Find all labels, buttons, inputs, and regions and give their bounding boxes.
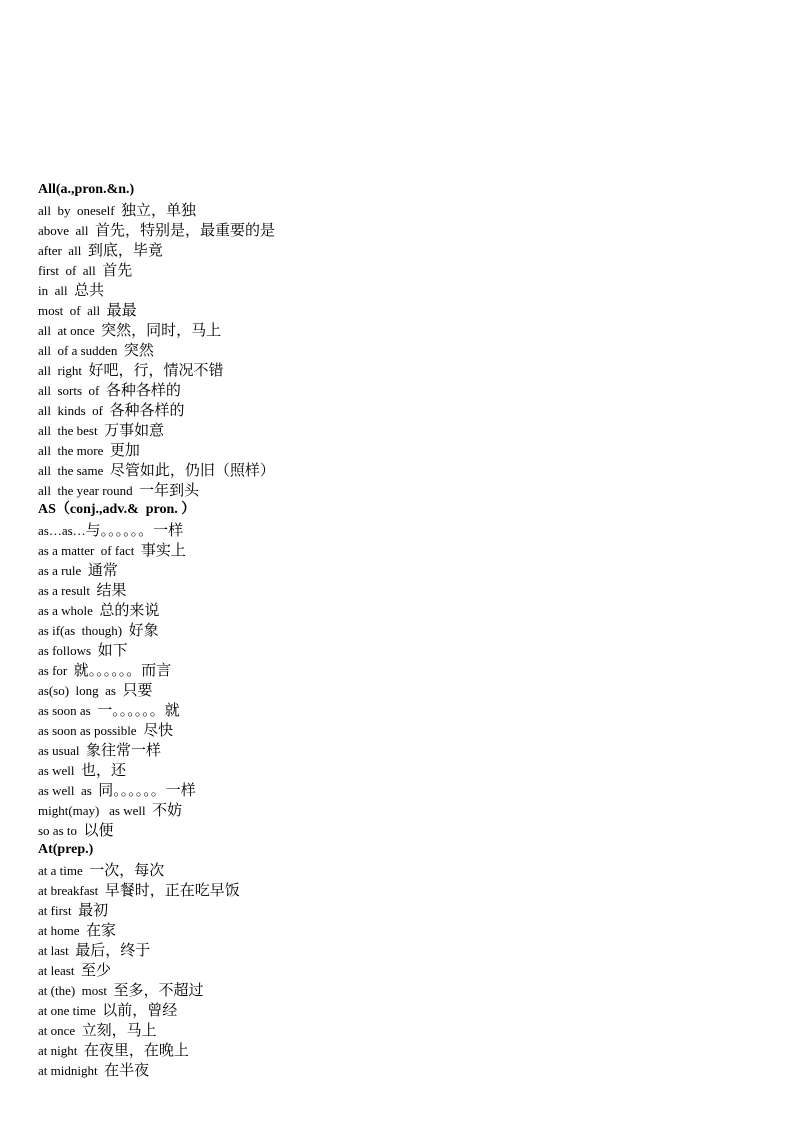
entry-phrase: all by oneself xyxy=(38,203,122,218)
entry xyxy=(38,960,758,980)
entry xyxy=(38,860,758,880)
entry-meaning: 最最 xyxy=(106,301,137,319)
entry-meaning: 各种各样的 xyxy=(109,401,185,419)
entry xyxy=(38,800,758,820)
entry-meaning: 在夜里，在晚上 xyxy=(83,1041,189,1059)
entry-phrase: at night xyxy=(38,1043,84,1058)
entry-phrase: all kinds of xyxy=(38,403,110,418)
entry xyxy=(38,1000,758,1020)
document-body xyxy=(38,180,758,1080)
entry xyxy=(38,520,758,540)
entry xyxy=(38,320,758,340)
entry xyxy=(38,400,758,420)
entry-phrase: in all xyxy=(38,283,75,298)
entry xyxy=(38,920,758,940)
entry xyxy=(38,580,758,600)
entry-phrase: as a whole xyxy=(38,603,100,618)
entry-meaning: 同。。。。。。一样 xyxy=(98,781,196,799)
entry-phrase: as well as xyxy=(38,783,99,798)
entry xyxy=(38,460,758,480)
entry-meaning: 总的来说 xyxy=(99,601,160,619)
entry-meaning: 一次，每次 xyxy=(89,861,165,879)
entry xyxy=(38,240,758,260)
entry xyxy=(38,940,758,960)
entry xyxy=(38,560,758,580)
entry-meaning: 最后，终于 xyxy=(75,941,151,959)
entry xyxy=(38,700,758,720)
entry-meaning: 只要 xyxy=(122,681,153,699)
entry-meaning: 如下 xyxy=(97,641,128,659)
entry xyxy=(38,440,758,460)
entry-phrase: as(so) long as xyxy=(38,683,123,698)
entry-phrase: all the more xyxy=(38,443,110,458)
entry xyxy=(38,620,758,640)
entry-phrase: at first xyxy=(38,903,79,918)
entry-phrase: as a result xyxy=(38,583,97,598)
entry xyxy=(38,760,758,780)
entry-meaning: 以前，曾经 xyxy=(102,1001,178,1019)
entry-meaning: 独立，单独 xyxy=(121,201,197,219)
entry-meaning: 以便 xyxy=(83,821,114,839)
section-heading-all: All(a.,pron.&n.) xyxy=(38,182,135,197)
entry-phrase: as for xyxy=(38,663,74,678)
entry xyxy=(38,340,758,360)
entry-meaning: 至少 xyxy=(80,961,111,979)
entry xyxy=(38,200,758,220)
entry-phrase: as if(as though) xyxy=(38,623,129,638)
entry-phrase: as soon as possible xyxy=(38,723,144,738)
entry xyxy=(38,740,758,760)
entry xyxy=(38,300,758,320)
entry-meaning: 至多，不超过 xyxy=(113,981,204,999)
entry-phrase: all right xyxy=(38,363,89,378)
entry-phrase: at (the) most xyxy=(38,983,114,998)
entry xyxy=(38,420,758,440)
entry-meaning: 万事如意 xyxy=(104,421,165,439)
entry-phrase: at breakfast xyxy=(38,883,105,898)
entry-meaning: 突然 xyxy=(123,341,154,359)
entry xyxy=(38,600,758,620)
entry-phrase: at midnight xyxy=(38,1063,105,1078)
entry-meaning: 在家 xyxy=(86,921,117,939)
entry-meaning: 首先，特别是，最重要的是 xyxy=(95,221,276,239)
entry-phrase: as a rule xyxy=(38,563,88,578)
entry-meaning: 与。。。。。。一样 xyxy=(85,521,184,539)
entry xyxy=(38,680,758,700)
entry xyxy=(38,540,758,560)
entry xyxy=(38,900,758,920)
entry-phrase: at least xyxy=(38,963,81,978)
entry-meaning: 更加 xyxy=(109,441,140,459)
entry-meaning: 在半夜 xyxy=(104,1061,150,1079)
entry-meaning: 事实上 xyxy=(140,541,186,559)
entry-meaning: 最初 xyxy=(78,901,109,919)
entry xyxy=(38,660,758,680)
entry xyxy=(38,880,758,900)
entry-phrase: all the best xyxy=(38,423,105,438)
entry-phrase: at a time xyxy=(38,863,90,878)
entry-meaning: 突然，同时，马上 xyxy=(101,321,222,339)
entry-meaning: 好象 xyxy=(128,621,159,639)
entry-phrase: as well xyxy=(38,763,81,778)
entry-meaning: 一。。。。。。就 xyxy=(97,701,180,719)
section-heading-as: AS（conj.,adv.& pron. ） xyxy=(38,502,196,517)
entry-meaning: 尽管如此，仍旧（照样） xyxy=(109,461,275,479)
entry-meaning: 通常 xyxy=(87,561,118,579)
entry-phrase: all of a sudden xyxy=(38,343,124,358)
entry-phrase: at home xyxy=(38,923,87,938)
entry-meaning: 象往常一样 xyxy=(86,741,162,759)
entry xyxy=(38,980,758,1000)
entry-meaning: 一年到头 xyxy=(139,481,200,499)
entry xyxy=(38,480,758,500)
entry-phrase: all at once xyxy=(38,323,102,338)
entry-phrase: as usual xyxy=(38,743,87,758)
section-heading-at: At(prep.) xyxy=(38,842,94,857)
entry-phrase: first of all xyxy=(38,263,103,278)
entry-phrase: above all xyxy=(38,223,96,238)
entry-phrase: as soon as xyxy=(38,703,98,718)
entry-phrase: as follows xyxy=(38,643,98,658)
entry-meaning: 总共 xyxy=(74,281,105,299)
entry-phrase: most of all xyxy=(38,303,107,318)
entry-meaning: 好吧，行，情况不错 xyxy=(88,361,224,379)
entry-meaning: 立刻，马上 xyxy=(81,1021,157,1039)
entry-phrase: at last xyxy=(38,943,76,958)
entry xyxy=(38,380,758,400)
entry-meaning: 尽快 xyxy=(143,721,174,739)
entry-phrase: all the same xyxy=(38,463,110,478)
entry-phrase: all sorts of xyxy=(38,383,106,398)
entry-phrase: all the year round xyxy=(38,483,140,498)
entry-meaning: 结果 xyxy=(96,581,127,599)
entry xyxy=(38,820,758,840)
entry-meaning: 首先 xyxy=(102,261,133,279)
entry-phrase: after all xyxy=(38,243,88,258)
entry-meaning: 早餐时，正在吃早饭 xyxy=(104,881,240,899)
entry xyxy=(38,640,758,660)
entry xyxy=(38,720,758,740)
entry-phrase: so as to xyxy=(38,823,84,838)
entry-meaning: 也，还 xyxy=(80,761,126,779)
entry-meaning: 就。。。。。。而言 xyxy=(73,661,172,679)
entry xyxy=(38,220,758,240)
entry-meaning: 各种各样的 xyxy=(105,381,181,399)
entry-phrase: as a matter of fact xyxy=(38,543,141,558)
entry xyxy=(38,260,758,280)
entry-meaning: 不妨 xyxy=(152,801,183,819)
entry-phrase: at one time xyxy=(38,1003,103,1018)
entry-phrase: at once xyxy=(38,1023,82,1038)
entry xyxy=(38,1060,758,1080)
entry xyxy=(38,280,758,300)
entry xyxy=(38,780,758,800)
entry-meaning: 到底，毕竟 xyxy=(87,241,163,259)
entry-phrase: as…as… xyxy=(38,523,86,538)
entry xyxy=(38,1020,758,1040)
entry xyxy=(38,1040,758,1060)
entry xyxy=(38,360,758,380)
entry-phrase: might(may) as well xyxy=(38,803,153,818)
